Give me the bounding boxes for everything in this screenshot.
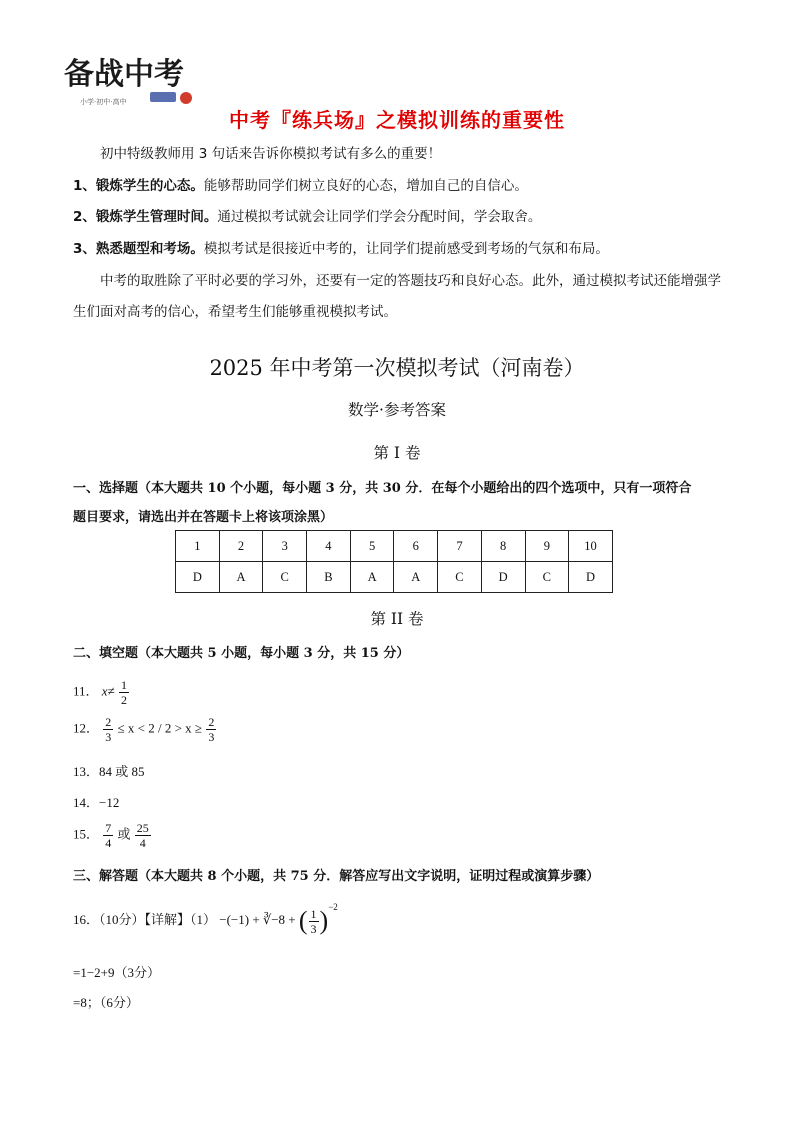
answer-table	[175, 530, 613, 593]
volume-2-heading: 第 II 卷	[370, 610, 424, 628]
section-2-heading: 二、填空题（本大题共 5 小题，每小题 3 分，共 15 分）	[73, 646, 410, 661]
answer-cell: B	[307, 562, 351, 593]
point-2: 2、锻炼学生管理时间。通过模拟考试就会让同学们学会分配时间，学会取舍。	[73, 209, 542, 225]
answer-12: 12． $\frac{2}{3}$ ≤ x < 2 / 2 > x ≥ $\frac{2}{3}$	[73, 715, 215, 744]
answer-cell: C	[438, 562, 482, 593]
answer-cell: A	[350, 562, 394, 593]
question-number-cell: 4	[307, 531, 351, 562]
answer-table-answers	[176, 562, 613, 593]
question-number-cell: 5	[350, 531, 394, 562]
answer-cell: C	[263, 562, 307, 593]
answer-cell: D	[481, 562, 525, 593]
question-number-cell: 6	[394, 531, 438, 562]
answer-cell: C	[525, 562, 569, 593]
question-number-cell: 2	[219, 531, 263, 562]
exam-title: 2025 年中考第一次模拟考试（河南卷）	[209, 356, 585, 380]
answer-cell: D	[176, 562, 220, 593]
section-1-heading: 一、选择题（本大题共 10 个小题，每小题 3 分，共 30 分．在每个小题给出的四个选项中，只有一项符合 题目要求，请选出并在答题卡上将该项涂黑）	[73, 481, 692, 525]
question-number-cell: 1	[176, 531, 220, 562]
headline: 中考『练兵场』之模拟训练的重要性	[229, 108, 565, 132]
volume-1-heading: 第 I 卷	[373, 444, 421, 462]
answer-16: 16．（10分）【详解】（1） −(−1) + ∛−8 + ( $\frac{1}{3}$ )$^{-2}$	[73, 902, 338, 936]
answer-14: 14．−12	[73, 795, 120, 810]
section-3-heading: 三、解答题（本大题共 8 个小题，共 75 分．解答应写出文字说明，证明过程或演算步骤）	[73, 869, 600, 884]
logo-tagline: 小学·初中·高中	[80, 98, 127, 106]
question-number-cell: 10	[569, 531, 613, 562]
answer-11: 11． x≠ $\frac{1}{2}$	[73, 678, 127, 707]
question-number-cell: 9	[525, 531, 569, 562]
logo	[60, 48, 210, 110]
question-number-cell: 7	[438, 531, 482, 562]
point-3: 3、熟悉题型和考场。模拟考试是很接近中考的，让同学们提前感受到考场的气氛和布局。	[73, 241, 609, 257]
step-2: =8；（6分）	[73, 995, 139, 1010]
question-number-cell: 8	[481, 531, 525, 562]
answer-table-numbers	[176, 531, 613, 562]
answer-13: 13．84 或 85	[73, 764, 145, 779]
step-1: =1−2+9（3分）	[73, 965, 160, 980]
intro-text: 初中特级教师用 3 句话来告诉你模拟考试有多么的重要！	[100, 146, 442, 162]
answer-cell: D	[569, 562, 613, 593]
question-number-cell: 3	[263, 531, 307, 562]
answer-cell: A	[219, 562, 263, 593]
logo-text: 备战中考	[64, 57, 184, 92]
point-1: 1、锻炼学生的心态。能够帮助同学们树立良好的心态，增加自己的自信心。	[73, 178, 528, 194]
exam-subtitle: 数学·参考答案	[348, 401, 446, 419]
answer-cell: A	[394, 562, 438, 593]
answer-15: 15． $\frac{7}{4}$ 或 $\frac{25}{4}$	[73, 821, 149, 850]
closing-text: 中考的取胜除了平时必要的学习外，还要有一定的答题技巧和良好心态。此外，通过模拟考试还能增强学生们面对高考的信心，希望考生们能够重视模拟考试。	[73, 273, 721, 320]
logo-graphic	[60, 48, 210, 110]
